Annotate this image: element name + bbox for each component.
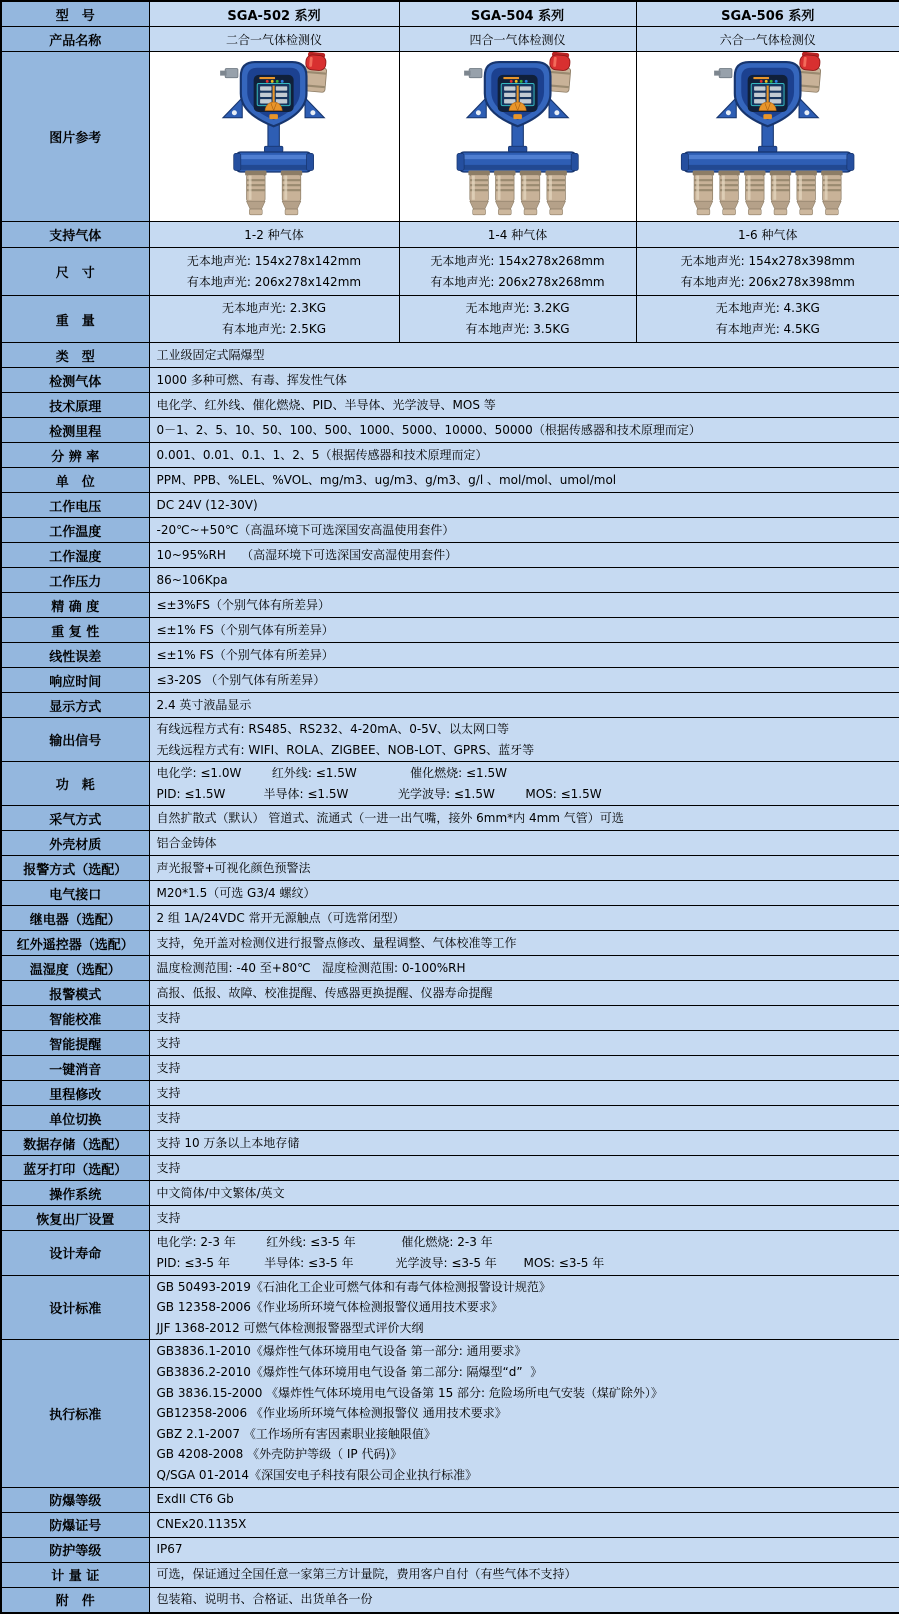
spec-value-line: ExdII CT6 Gb bbox=[156, 1492, 234, 1507]
spec-value-line: IP67 bbox=[156, 1542, 183, 1557]
spec-row-label: 工作温度 bbox=[1, 518, 149, 543]
spec-row-label: 智能校准 bbox=[1, 1006, 149, 1031]
gases-502: 1-2 种气体 bbox=[149, 222, 399, 248]
spec-row bbox=[1, 618, 899, 643]
dimension-line: 无本地声光: 154x278x398mm bbox=[680, 253, 855, 268]
weight-506 bbox=[636, 296, 899, 343]
spec-row bbox=[1, 856, 899, 881]
spec-value-line: 有线远程方式有: RS485、RS232、4-20mA、0-5V、以太网口等 bbox=[156, 722, 510, 736]
spec-row-value bbox=[149, 343, 899, 368]
spec-row-label: 单位切换 bbox=[1, 1106, 149, 1131]
spec-value-line: 2.4 英寸液晶显示 bbox=[156, 697, 252, 712]
spec-row-label: 数据存储（选配） bbox=[1, 1131, 149, 1156]
image-cell-504 bbox=[399, 52, 636, 222]
spec-row-value bbox=[149, 643, 899, 668]
product-name-row bbox=[1, 27, 899, 52]
spec-value-line: GB 50493-2019《石油化工企业可燃气体和有毒气体检测报警设计规范》 bbox=[156, 1279, 551, 1294]
spec-value-line: 温度检测范围: -40 至+80℃ 湿度检测范围: 0-100%RH bbox=[156, 961, 466, 976]
spec-value-line: -20℃~+50℃（高温环境下可选深国安高温使用套件） bbox=[156, 522, 455, 537]
spec-row-value bbox=[149, 1206, 899, 1231]
spec-row bbox=[1, 543, 899, 568]
spec-row bbox=[1, 1206, 899, 1231]
weight-line: 有本地声光: 2.5KG bbox=[221, 322, 327, 336]
spec-row-label: 附 件 bbox=[1, 1587, 149, 1613]
spec-row-value bbox=[149, 1106, 899, 1131]
gas-detector-image-4-sensors bbox=[427, 52, 609, 217]
spec-row-value bbox=[149, 906, 899, 931]
spec-row-value bbox=[149, 443, 899, 468]
spec-value-line: 铝合金铸体 bbox=[156, 836, 217, 851]
spec-row bbox=[1, 1181, 899, 1206]
image-row bbox=[1, 52, 899, 222]
spec-value-line: GBZ 2.1-2007 《工作场所有害因素职业接触限值》 bbox=[156, 1426, 436, 1441]
spec-value-line: Q/SGA 01-2014《深国安电子科技有限公司企业执行标准》 bbox=[156, 1467, 478, 1482]
gas-detector-image-2-sensors bbox=[183, 52, 365, 217]
spec-row-label: 智能提醒 bbox=[1, 1031, 149, 1056]
spec-value-line: CNEx20.1135X bbox=[156, 1517, 247, 1532]
spec-row bbox=[1, 368, 899, 393]
spec-row-label: 线性误差 bbox=[1, 643, 149, 668]
spec-value-line: 支持 10 万条以上本地存储 bbox=[156, 1136, 300, 1151]
spec-row-value bbox=[149, 368, 899, 393]
gases-506: 1-6 种气体 bbox=[636, 222, 899, 248]
spec-value-line: M20*1.5（可选 G3/4 螺纹） bbox=[156, 886, 316, 901]
spec-row-value bbox=[149, 1537, 899, 1562]
spec-row-label: 设计寿命 bbox=[1, 1231, 149, 1275]
dimension-line: 无本地声光: 154x278x268mm bbox=[430, 253, 605, 268]
spec-value-line: 高报、低报、故障、校准提醒、传感器更换提醒、仪器寿命提醒 bbox=[156, 986, 493, 1001]
dimensions-row-label: 尺 寸 bbox=[1, 248, 149, 296]
spec-row-label: 类 型 bbox=[1, 343, 149, 368]
spec-value-line: 2 组 1A/24VDC 常开无源触点（可选常闭型） bbox=[156, 911, 405, 926]
spec-row bbox=[1, 956, 899, 981]
spec-value-line: ≤3-20S （个别气体有所差异） bbox=[156, 672, 326, 687]
spec-row-value bbox=[149, 1006, 899, 1031]
model-row-label: 型 号 bbox=[1, 1, 149, 27]
product-name-label: 产品名称 bbox=[1, 27, 149, 52]
spec-row-value bbox=[149, 1275, 899, 1340]
spec-row-value bbox=[149, 568, 899, 593]
spec-row-label: 分 辨 率 bbox=[1, 443, 149, 468]
spec-row-label: 检测气体 bbox=[1, 368, 149, 393]
model-sga-504: SGA-504 系列 bbox=[399, 1, 636, 27]
spec-value-line: ≤±1% FS（个别气体有所差异） bbox=[156, 647, 334, 662]
spec-value-line: ≤±3%FS（个别气体有所差异） bbox=[156, 597, 330, 612]
spec-row-label: 继电器（选配） bbox=[1, 906, 149, 931]
spec-row-value bbox=[149, 1181, 899, 1206]
gas-detector-image-6-sensors bbox=[677, 52, 859, 217]
spec-row-label: 工作电压 bbox=[1, 493, 149, 518]
spec-row-label: 技术原理 bbox=[1, 393, 149, 418]
model-sga-506: SGA-506 系列 bbox=[636, 1, 899, 27]
spec-row bbox=[1, 1587, 899, 1613]
weight-502 bbox=[149, 296, 399, 343]
spec-value-line: 10~95%RH （高湿环境下可选深国安高湿使用套件） bbox=[156, 547, 458, 562]
spec-value-line: 支持 bbox=[156, 1061, 181, 1076]
spec-row bbox=[1, 1275, 899, 1340]
spec-value-line: 支持 bbox=[156, 1036, 181, 1051]
spec-row-label: 一键消音 bbox=[1, 1056, 149, 1081]
spec-row bbox=[1, 1131, 899, 1156]
spec-row bbox=[1, 1537, 899, 1562]
spec-row bbox=[1, 981, 899, 1006]
spec-row-value bbox=[149, 1231, 899, 1275]
weight-line: 有本地声光: 4.5KG bbox=[715, 322, 820, 336]
image-row-label: 图片参考 bbox=[1, 52, 149, 222]
spec-row-label: 操作系统 bbox=[1, 1181, 149, 1206]
spec-row-label: 电气接口 bbox=[1, 881, 149, 906]
spec-row-label: 温湿度（选配） bbox=[1, 956, 149, 981]
model-sga-502: SGA-502 系列 bbox=[149, 1, 399, 27]
spec-row-value bbox=[149, 1156, 899, 1181]
spec-row-value bbox=[149, 1056, 899, 1081]
gases-row-label: 支持气体 bbox=[1, 222, 149, 248]
spec-row bbox=[1, 1340, 899, 1487]
spec-row bbox=[1, 668, 899, 693]
spec-row-label: 工作压力 bbox=[1, 568, 149, 593]
spec-value-line: 包装箱、说明书、合格证、出货单各一份 bbox=[156, 1592, 373, 1607]
spec-row bbox=[1, 343, 899, 368]
spec-row-value bbox=[149, 593, 899, 618]
spec-row-label: 防爆证号 bbox=[1, 1512, 149, 1537]
spec-value-line: 支持 bbox=[156, 1011, 181, 1026]
dimensions-502 bbox=[149, 248, 399, 296]
spec-row-value bbox=[149, 1340, 899, 1487]
spec-row-value bbox=[149, 468, 899, 493]
spec-row-value bbox=[149, 618, 899, 643]
spec-value-line: 支持 bbox=[156, 1086, 181, 1101]
spec-row bbox=[1, 906, 899, 931]
spec-value-line: 电化学: 2-3 年 红外线: ≤3-5 年 催化燃烧: 2-3 年 bbox=[156, 1235, 493, 1250]
weight-line: 无本地声光: 2.3KG bbox=[221, 301, 327, 316]
spec-row-label: 功 耗 bbox=[1, 762, 149, 806]
spec-value-line: PPM、PPB、%LEL、%VOL、mg/m3、ug/m3、g/m3、g/l 、mol/mol、umol/mol bbox=[156, 472, 617, 487]
spec-row-label: 精 确 度 bbox=[1, 593, 149, 618]
spec-value-line: 电化学、红外线、催化燃烧、PID、半导体、光学波导、MOS 等 bbox=[156, 397, 496, 412]
spec-row-label: 设计标准 bbox=[1, 1275, 149, 1340]
spec-value-line: 0－1、2、5、10、50、100、500、1000、5000、10000、50000（根据传感器和技术原理而定） bbox=[156, 422, 701, 437]
spec-value-line: ≤±1% FS（个别气体有所差异） bbox=[156, 622, 334, 637]
spec-value-line: PID: ≤3-5 年 半导体: ≤3-5 年 光学波导: ≤3-5 年 MOS: ≤3-5 年 bbox=[156, 1255, 605, 1270]
dimension-line: 无本地声光: 154x278x142mm bbox=[186, 253, 362, 268]
spec-row-value bbox=[149, 1562, 899, 1587]
spec-row-value bbox=[149, 418, 899, 443]
spec-row-label: 恢复出厂设置 bbox=[1, 1206, 149, 1231]
spec-row-label: 外壳材质 bbox=[1, 831, 149, 856]
spec-row-value bbox=[149, 881, 899, 906]
spec-row bbox=[1, 718, 899, 762]
spec-row bbox=[1, 1006, 899, 1031]
gases-504: 1-4 种气体 bbox=[399, 222, 636, 248]
spec-row bbox=[1, 593, 899, 618]
spec-value-line: GB3836.2-2010《爆炸性气体环境用电气设备 第二部分: 隔爆型“d” 》 bbox=[156, 1364, 543, 1379]
spec-row bbox=[1, 931, 899, 956]
spec-row bbox=[1, 1562, 899, 1587]
spec-row bbox=[1, 468, 899, 493]
weight-line: 无本地声光: 3.2KG bbox=[465, 301, 570, 316]
spec-row-label: 防护等级 bbox=[1, 1537, 149, 1562]
spec-value-line: GB12358-2006 《作业场所环境气体检测报警仪 通用技术要求》 bbox=[156, 1406, 507, 1421]
weight-row bbox=[1, 296, 899, 343]
spec-row-value bbox=[149, 806, 899, 831]
spec-value-line: 支持 bbox=[156, 1161, 181, 1176]
spec-row bbox=[1, 693, 899, 718]
weight-line: 无本地声光: 4.3KG bbox=[715, 301, 820, 316]
spec-row-value bbox=[149, 543, 899, 568]
dimensions-row bbox=[1, 248, 899, 296]
spec-row bbox=[1, 1056, 899, 1081]
spec-row-label: 里程修改 bbox=[1, 1081, 149, 1106]
spec-row bbox=[1, 806, 899, 831]
gases-row bbox=[1, 222, 899, 248]
spec-value-line: 86~106Kpa bbox=[156, 572, 228, 587]
spec-row-label: 报警模式 bbox=[1, 981, 149, 1006]
spec-row bbox=[1, 443, 899, 468]
spec-row-value bbox=[149, 956, 899, 981]
spec-row-label: 输出信号 bbox=[1, 718, 149, 762]
spec-row bbox=[1, 1231, 899, 1275]
spec-row bbox=[1, 418, 899, 443]
spec-row-label: 单 位 bbox=[1, 468, 149, 493]
spec-value-line: GB 4208-2008 《外壳防护等级（ IP 代码)》 bbox=[156, 1447, 403, 1462]
spec-row bbox=[1, 831, 899, 856]
spec-row bbox=[1, 393, 899, 418]
spec-value-line: 电化学: ≤1.0W 红外线: ≤1.5W 催化燃烧: ≤1.5W bbox=[156, 766, 508, 781]
spec-row-value bbox=[149, 1081, 899, 1106]
weight-row-label: 重 量 bbox=[1, 296, 149, 343]
product-name-502: 二合一气体检测仪 bbox=[149, 27, 399, 52]
spec-value-line: 自然扩散式（默认） 管道式、流通式（一进一出气嘴，接外 6mm*内 4mm 气管）可选 bbox=[156, 811, 624, 826]
spec-value-line: GB 12358-2006《作业场所环境气体检测报警仪通用技术要求》 bbox=[156, 1300, 503, 1315]
image-cell-502 bbox=[149, 52, 399, 222]
spec-value-line: 1000 多种可燃、有毒、挥发性气体 bbox=[156, 372, 347, 387]
spec-row-label: 重 复 性 bbox=[1, 618, 149, 643]
spec-row bbox=[1, 1487, 899, 1512]
spec-value-line: DC 24V (12-30V) bbox=[156, 497, 258, 512]
spec-value-line: PID: ≤1.5W 半导体: ≤1.5W 光学波导: ≤1.5W MOS: ≤1.5W bbox=[156, 786, 602, 801]
spec-row bbox=[1, 881, 899, 906]
spec-row bbox=[1, 518, 899, 543]
spec-row-value bbox=[149, 668, 899, 693]
spec-row bbox=[1, 643, 899, 668]
spec-value-line: JJF 1368-2012 可燃气体检测报警器型式评价大纲 bbox=[156, 1320, 424, 1335]
model-row bbox=[1, 1, 899, 27]
spec-row-label: 报警方式（选配） bbox=[1, 856, 149, 881]
spec-row-value bbox=[149, 856, 899, 881]
spec-row bbox=[1, 568, 899, 593]
spec-row-value bbox=[149, 718, 899, 762]
spec-value-line: GB3836.1-2010《爆炸性气体环境用电气设备 第一部分: 通用要求》 bbox=[156, 1344, 527, 1359]
spec-row-value bbox=[149, 931, 899, 956]
spec-value-line: 中文简体/中文繁体/英文 bbox=[156, 1186, 285, 1201]
spec-row-value bbox=[149, 762, 899, 806]
product-name-506: 六合一气体检测仪 bbox=[636, 27, 899, 52]
dimension-line: 有本地声光: 206x278x142mm bbox=[186, 274, 362, 289]
spec-row-value bbox=[149, 518, 899, 543]
spec-row-label: 红外遥控器（选配） bbox=[1, 931, 149, 956]
spec-row-value bbox=[149, 1031, 899, 1056]
spec-row-value bbox=[149, 981, 899, 1006]
image-cell-506 bbox=[636, 52, 899, 222]
spec-row-label: 蓝牙打印（选配） bbox=[1, 1156, 149, 1181]
spec-row-label: 采气方式 bbox=[1, 806, 149, 831]
spec-row bbox=[1, 1512, 899, 1537]
spec-value-line: 无线远程方式有: WIFI、ROLA、ZIGBEE、NOB-LOT、GPRS、蓝牙等 bbox=[156, 742, 535, 757]
spec-row-label: 执行标准 bbox=[1, 1340, 149, 1487]
spec-value-line: 支持 bbox=[156, 1111, 181, 1126]
spec-value-line: 0.001、0.01、0.1、1、2、5（根据传感器和技术原理而定） bbox=[156, 447, 488, 462]
weight-504 bbox=[399, 296, 636, 343]
spec-row bbox=[1, 1031, 899, 1056]
spec-row-label: 显示方式 bbox=[1, 693, 149, 718]
spec-row-value bbox=[149, 393, 899, 418]
spec-value-line: 工业级固定式隔爆型 bbox=[156, 347, 265, 362]
spec-row bbox=[1, 1106, 899, 1131]
product-name-504: 四合一气体检测仪 bbox=[399, 27, 636, 52]
spec-row-label: 防爆等级 bbox=[1, 1487, 149, 1512]
spec-row bbox=[1, 1081, 899, 1106]
spec-row-value bbox=[149, 1487, 899, 1512]
dimensions-506 bbox=[636, 248, 899, 296]
spec-row bbox=[1, 1156, 899, 1181]
spec-row-value bbox=[149, 493, 899, 518]
spec-row-value bbox=[149, 831, 899, 856]
weight-line: 有本地声光: 3.5KG bbox=[465, 322, 570, 336]
spec-row-value bbox=[149, 1131, 899, 1156]
spec-value-line: 支持 bbox=[156, 1211, 181, 1226]
spec-value-line: 声光报警+可视化颜色预警法 bbox=[156, 861, 311, 876]
spec-row bbox=[1, 762, 899, 806]
spec-row-label: 工作湿度 bbox=[1, 543, 149, 568]
spec-value-line: GB 3836.15-2000 《爆炸性气体环境用电气设备第 15 部分: 危险场所电气安装（煤矿除外）》 bbox=[156, 1385, 663, 1400]
dimensions-504 bbox=[399, 248, 636, 296]
spec-value-line: 可选，保证通过全国任意一家第三方计量院，费用客户自付（有些气体不支持） bbox=[156, 1567, 577, 1582]
spec-value-line: 支持，免开盖对检测仪进行报警点修改、量程调整、气体校准等工作 bbox=[156, 936, 517, 951]
spec-row-label: 计 量 证 bbox=[1, 1562, 149, 1587]
spec-row bbox=[1, 493, 899, 518]
spec-row-label: 响应时间 bbox=[1, 668, 149, 693]
spec-row-value bbox=[149, 1512, 899, 1537]
dimension-line: 有本地声光: 206x278x398mm bbox=[680, 274, 855, 289]
spec-row-value bbox=[149, 693, 899, 718]
spec-row-label: 检测里程 bbox=[1, 418, 149, 443]
spec-row-value bbox=[149, 1587, 899, 1613]
dimension-line: 有本地声光: 206x278x268mm bbox=[430, 274, 605, 289]
